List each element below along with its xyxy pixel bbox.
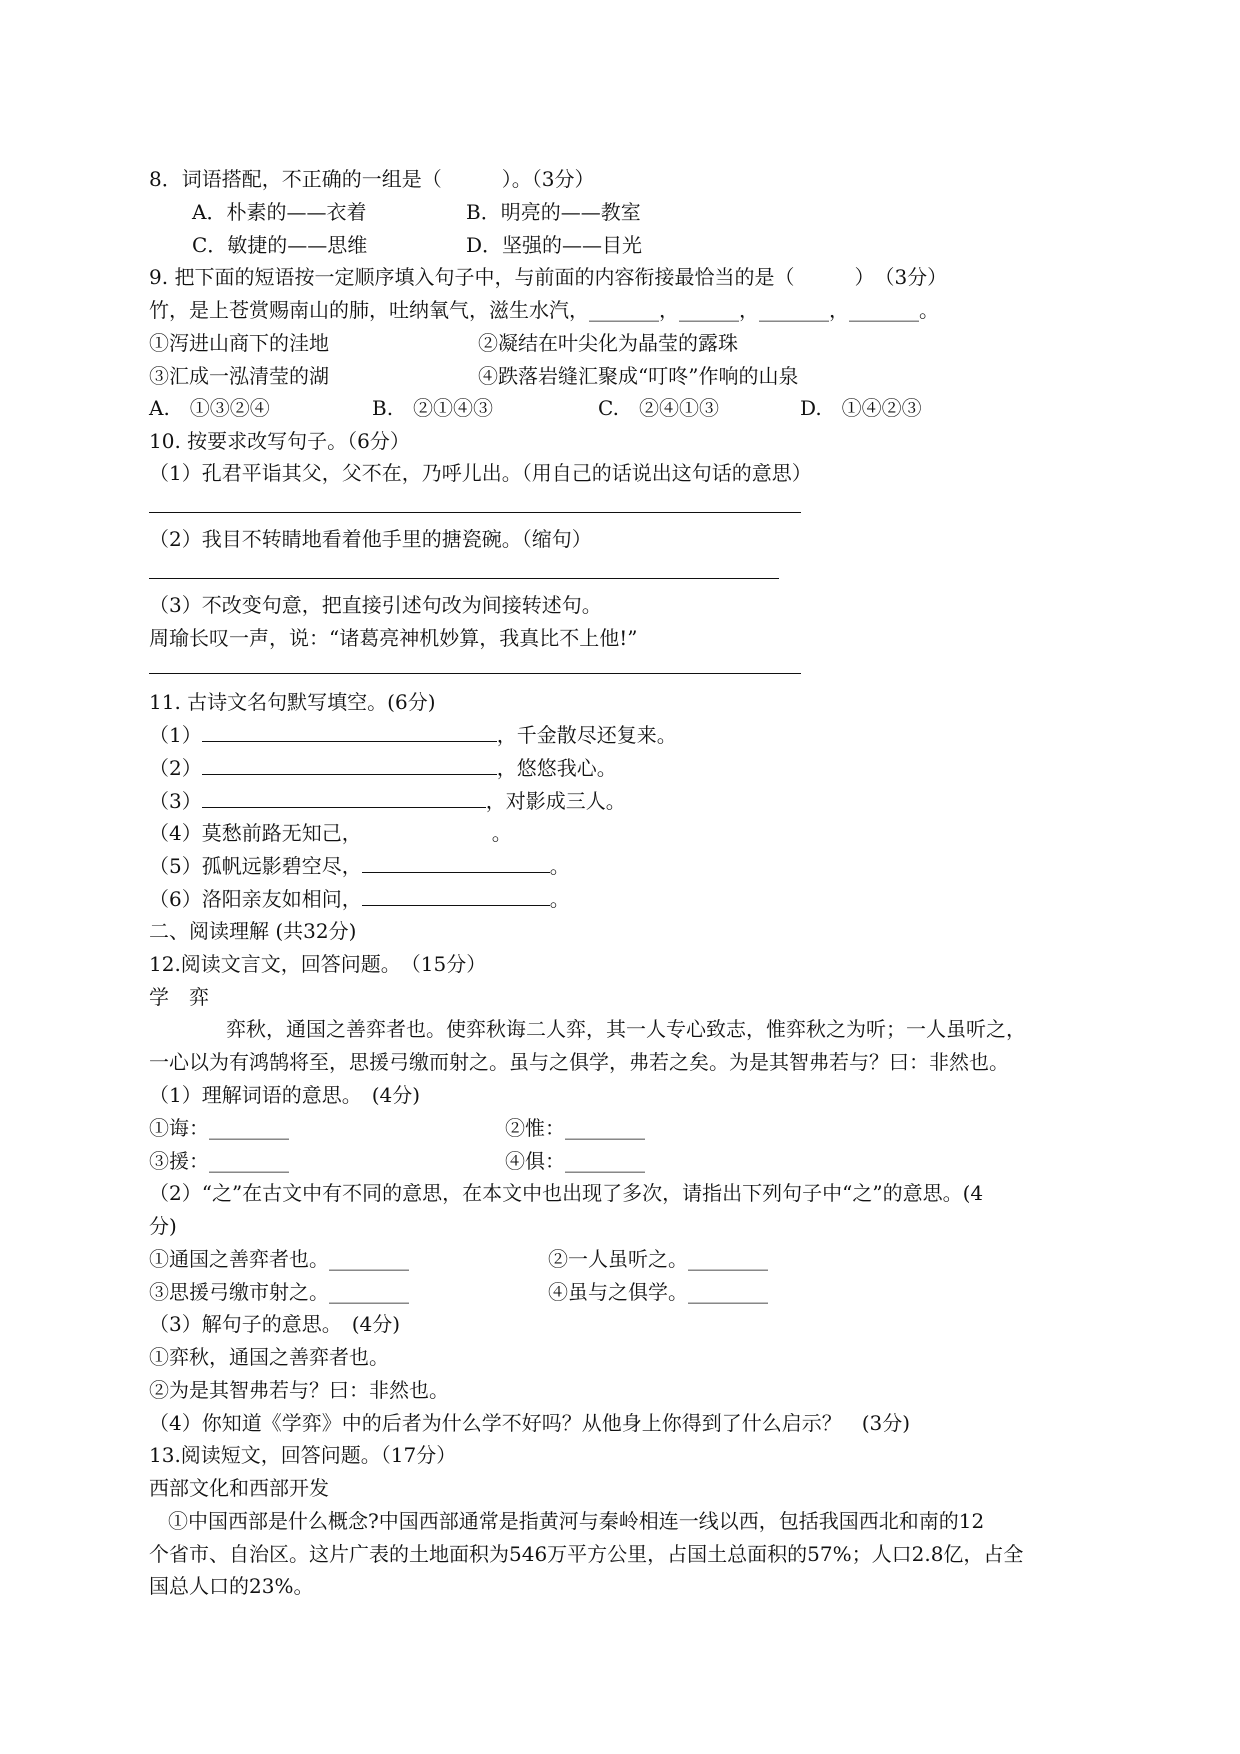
q12-sub-4: （4）你知道《学弈》中的后者为什么学不好吗？从他身上你得到了什么启示？ (3分) [149,1411,911,1435]
q11-blank-5[interactable] [362,854,550,873]
q12-stem: 12.阅读文言文，回答问题。 （15分） [149,952,487,976]
q9-phrase-1: ①泻进山商下的洼地 [149,331,329,355]
q11-line-1-text: ，千金散尽还复来。 [496,723,677,747]
q12-passage-line-1: 弈秋，通国之善弈者也。使弈秋诲二人弈，其一人专心致志，惟弈秋之为听；一人虽听之， [226,1017,1026,1041]
q10-answer-line-1[interactable] [149,512,801,513]
q8-stem: 8．词语搭配，不正确的一组是（ ）。（3分） [149,167,595,191]
q12-word-4: ④俱：________ [505,1149,645,1173]
q12-zhi-3: ③思援弓缴市射之。________ [149,1280,409,1304]
q11-line-1-num: （1） [149,723,202,747]
q11-line-5-text: （5）孤帆远影碧空尽， [149,854,362,878]
q10-stem: 10. 按要求改写句子。（6分） [149,429,410,453]
q12-zhi-4: ④虽与之俱学。________ [548,1280,768,1304]
q12-sentence-2: ②为是其智弗若与？曰：非然也。 [149,1378,449,1402]
q11-blank-2[interactable] [202,756,497,775]
q11-line-6-text: （6）洛阳亲友如相问， [149,887,362,911]
q13-stem: 13.阅读短文，回答问题。（17分） [149,1443,457,1467]
q11-line-1 [149,722,677,748]
q12-zhi-2: ②一人虽听之。________ [548,1247,768,1271]
q11-line-3-num: （3） [149,789,202,813]
q10-answer-line-2[interactable] [149,578,779,579]
q8-option-a: A．朴素的——衣着 [192,200,367,224]
q9-stem: 9. 把下面的短语按一定顺序填入句子中，与前面的内容衔接最恰当的是（ ） （3分） [149,265,948,289]
q9-option-b: B. ②①④③ [372,396,494,420]
q12-word-1: ①诲：________ [149,1116,289,1140]
q8-option-c: C．敏捷的——思维 [192,233,368,257]
q13-passage-line-1: ①中国西部是什么概念?中国西部通常是指黄河与秦岭相连一线以西，包括我国西北和南的12 [168,1509,985,1533]
q8-option-b: B．明亮的——教室 [466,200,641,224]
q10-answer-line-3[interactable] [149,673,801,674]
q11-blank-3[interactable] [202,789,486,808]
q9-option-a: A. ①③②④ [149,396,270,420]
q11-line-2-num: （2） [149,756,202,780]
q11-line-5-end: 。 [549,854,570,878]
q9-option-d: D. ①④②③ [800,396,922,420]
q11-line-2 [149,755,617,781]
q12-sub-2-cont: 分) [149,1214,177,1238]
q12-passage-line-2: 一心以为有鸿鹄将至，思援弓缴而射之。虽与之俱学，弗若之矣。为是其智弗若与？曰：非然也。 [149,1050,1009,1074]
q12-zhi-1: ①通国之善弈者也。________ [149,1247,409,1271]
q10-quote: 周瑜长叹一声，说：“诸葛亮神机妙算，我真比不上他!” [149,626,638,650]
q13-title: 西部文化和西部开发 [149,1476,329,1500]
q9-sentence: 竹，是上苍赏赐南山的肺，吐纳氧气，滋生水汽，_______，______，_______，_______。 [149,298,939,322]
q11-blank-1[interactable] [202,723,497,742]
q11-line-6-end: 。 [549,887,570,911]
q12-word-3: ③援：________ [149,1149,289,1173]
q12-sentence-1: ①弈秋，通国之善弈者也。 [149,1345,389,1369]
q12-sub-2: （2）“之”在古文中有不同的意思，在本文中也出现了多次，请指出下列句子中“之”的意思。(4 [149,1181,984,1205]
q11-line-2-text: ，悠悠我心。 [496,756,617,780]
q12-sub-1: （1）理解词语的意思。 (4分) [149,1083,421,1107]
q11-line-4: （4）莫愁前路无知己， 。 [149,821,512,845]
q12-sub-3: （3）解句子的意思。 (4分) [149,1312,401,1336]
q11-line-3 [149,788,626,814]
q13-passage-line-2: 个省市、自治区。这片广表的土地面积为546万平方公里，占国土总面积的57%；人口2.8亿，占全 [149,1542,1024,1566]
q8-option-d: D．坚强的——目光 [466,233,643,257]
q11-line-3-text: ，对影成三人。 [485,789,626,813]
q9-phrase-3: ③汇成一泓清莹的湖 [149,364,329,388]
q11-line-5 [149,853,570,879]
section-2-heading: 二、阅读理解 (共32分) [149,919,357,943]
q9-phrase-2: ②凝结在叶尖化为晶莹的露珠 [478,331,738,355]
q10-sub-3: （3）不改变句意，把直接引述句改为间接转述句。 [149,593,602,617]
q11-blank-6[interactable] [362,887,550,906]
q10-sub-2: （2）我目不转睛地看着他手里的搪瓷碗。（缩句） [149,527,592,551]
q10-sub-1: （1）孔君平诣其父，父不在，乃呼儿出。（用自己的话说出这句话的意思） [149,461,812,485]
q13-passage-line-3: 国总人口的23%。 [149,1574,314,1598]
q12-title: 学 弈 [149,985,209,1009]
q12-word-2: ②惟：________ [505,1116,645,1140]
q9-phrase-4: ④跌落岩缝汇聚成“叮咚”作响的山泉 [478,364,799,388]
q11-line-6 [149,886,570,912]
q11-stem: 11. 古诗文名句默写填空。(6分) [149,690,436,714]
q9-option-c: C. ②④①③ [598,396,719,420]
